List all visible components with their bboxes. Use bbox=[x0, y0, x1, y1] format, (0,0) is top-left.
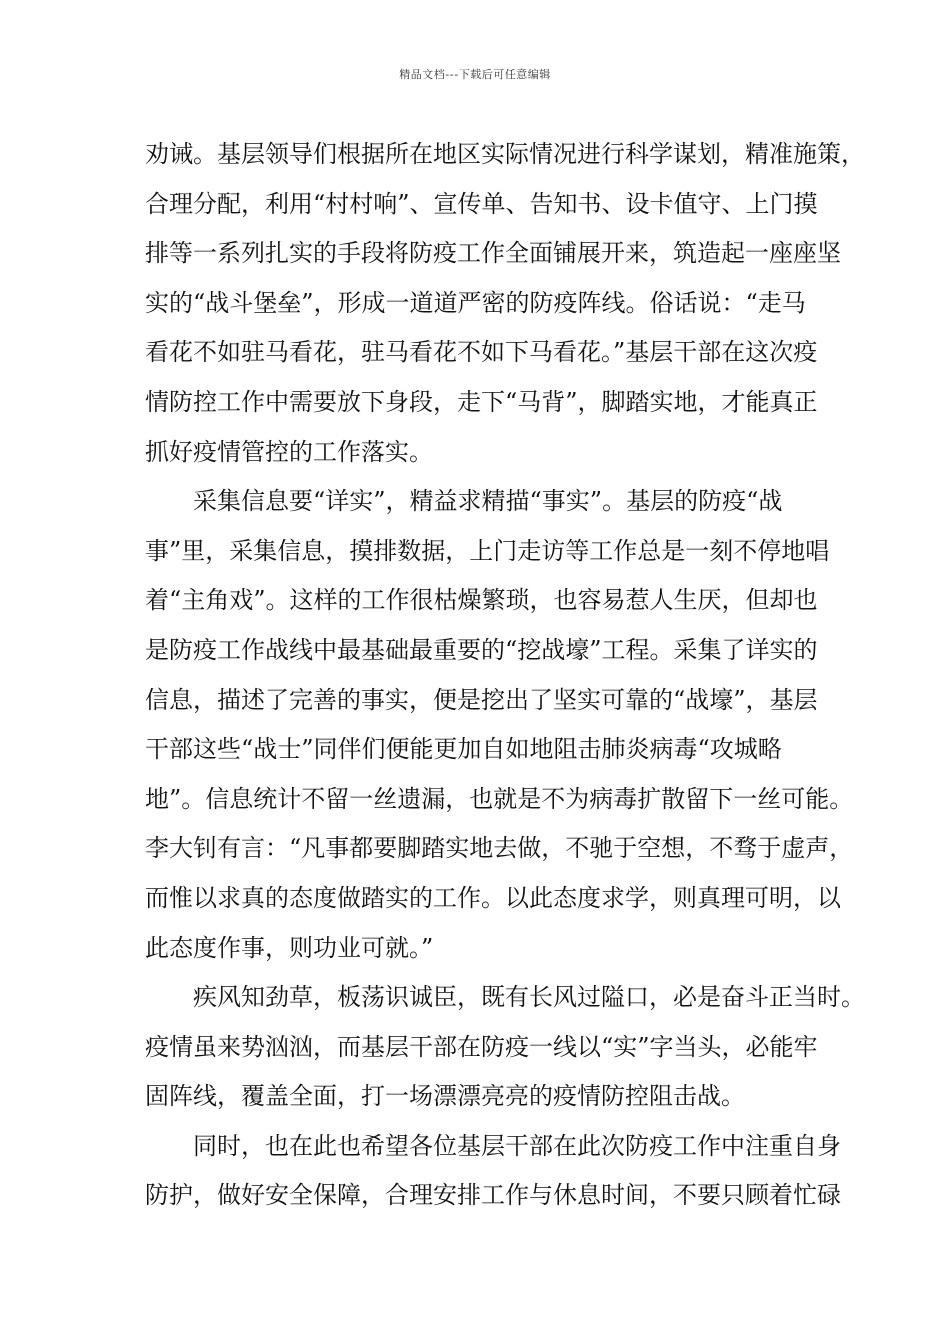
document-body bbox=[145, 130, 865, 1221]
text-line: 着“主角戏”。这样的工作很枯燥繁琐，也容易惹人生厌，但却也 bbox=[145, 586, 818, 615]
text-line: 防护，做好安全保障，合理安排工作与休息时间，不要只顾着忙碌 bbox=[145, 1181, 841, 1210]
text-line: 同时，也在此也希望各位基层干部在此次防疫工作中注重自身 bbox=[193, 1131, 841, 1160]
text-line: 合理分配，利用“村村响”、宣传单、告知书、设卡值守、上门摸 bbox=[145, 189, 818, 218]
text-line: 地”。信息统计不留一丝遗漏，也就是不为病毒扩散留下一丝可能。 bbox=[145, 784, 854, 813]
text-line: 排等一系列扎实的手段将防疫工作全面铺展开来，筑造起一座座坚 bbox=[145, 239, 841, 268]
paragraph-3 bbox=[145, 973, 865, 1023]
text-line: 此态度作事，则功业可就。” bbox=[145, 933, 434, 962]
text-line: 固阵线，覆盖全面，打一场漂漂亮亮的疫情防控阻击战。 bbox=[145, 1082, 745, 1111]
text-line: 抓好疫情管控的工作落实。 bbox=[145, 437, 433, 466]
paragraph-2-cont bbox=[145, 527, 854, 973]
text-line: 疫情虽来势汹汹，而基层干部在防疫一线以“实”字当头，必能牢 bbox=[145, 1032, 818, 1061]
paragraph-4-cont bbox=[145, 1171, 841, 1221]
text-line: 事”里，采集信息，摸排数据，上门走访等工作总是一刻不停地唱 bbox=[145, 536, 830, 565]
text-line: 实的“战斗堡垒”，形成一道道严密的防疫阵线。俗话说：“走马 bbox=[145, 288, 806, 317]
text-line: 看花不如驻马看花，驻马看花不如下马看花。”基层干部在这次疫 bbox=[145, 338, 818, 367]
paragraph-3-cont bbox=[145, 1023, 821, 1122]
text-line: 采集信息要“详实”，精益求精描“事实”。基层的防疫“战 bbox=[193, 487, 783, 516]
text-line: 情防控工作中需要放下身段，走下“马背”，脚踏实地，才能真正 bbox=[145, 387, 818, 416]
text-line: 劝诫。基层领导们根据所在地区实际情况进行科学谋划，精准施策， bbox=[145, 140, 865, 168]
text-line: 疾风知劲草，板荡识诚臣，既有长风过隘口，必是奋斗正当时。 bbox=[193, 983, 865, 1012]
text-line: 信息，描述了完善的事实，便是挖出了坚实可靠的“战壕”，基层 bbox=[145, 685, 818, 714]
paragraph-2 bbox=[145, 477, 821, 527]
text-line: 干部这些“战士”同伴们便能更加自如地阻击肺炎病毒“攻城略 bbox=[145, 735, 782, 764]
paragraph-4 bbox=[145, 1122, 841, 1172]
text-line: 李大钊有言：“凡事都要脚踏实地去做，不驰于空想，不骛于虚声， bbox=[145, 834, 854, 863]
text-line: 而惟以求真的态度做踏实的工作。以此态度求学，则真理可明，以 bbox=[145, 883, 841, 912]
paragraph-1 bbox=[145, 130, 865, 477]
page-header: 精品文档---下载后可任意编辑 bbox=[399, 68, 551, 81]
text-line: 是防疫工作战线中最基础最重要的“挖战壕”工程。采集了详实的 bbox=[145, 635, 818, 664]
